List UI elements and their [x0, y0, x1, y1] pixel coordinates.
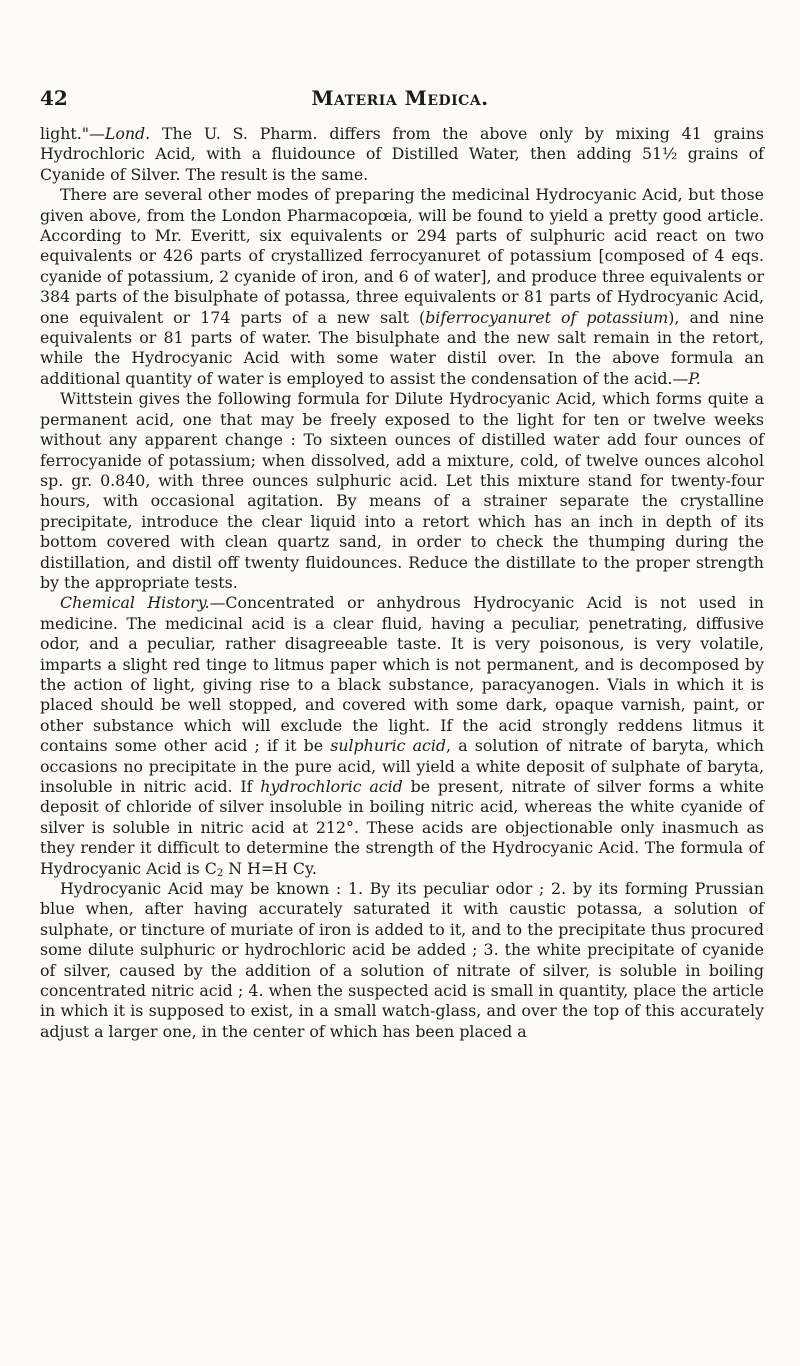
paragraph-text: N H=H Cy.	[223, 858, 317, 878]
paragraph-text: Hydrocyanic Acid may be known : 1. By its peculiar odor ; 2. by its forming Prussian blue when, after having accurately saturated it with caustic potassa, a solution of sulphate, or tincture of muriate of iron is added to it, and to the precipitate thus procured some dilute sulphuric or hydrochloric acid be added ; 3. the white precipitate of cyanide of silver, caused by the addition of a solution of nitrate of silver, is soluble in boiling concentrated nitric acid ; 4. when the suspected acid is small in quantity, place the article in which it is supposed to exist, in a small watch-glass, and over the top of this accurately adjust a larger one, in the center of which has been placed a	[40, 879, 764, 1041]
paragraph-continued	[40, 124, 764, 185]
paragraph-text: light."—	[40, 124, 105, 143]
paragraph-chemical-history	[40, 593, 764, 879]
paragraph-text: —Concentrated or anhydrous Hydrocyanic Acid is not used in medicine. The medicinal acid is a clear fluid, having a peculiar, penetrating, diffusive odor, and a peculiar, rather disagreeable taste. It is very poisonous, is very volatile, imparts a slight red tinge to litmus paper which is not permanent, and is decomposed by the action of light, giving rise to a black substance, paracyanogen. Vials in which it is placed should be well stopped, and covered with some dark, opaque varnish, paint, or other substance which will exclude the light. If the acid strongly reddens litmus it contains some other acid ; if it be	[40, 593, 764, 756]
source-reference: Lond.	[104, 124, 151, 143]
source-reference: P.	[688, 368, 701, 388]
paragraph-text: , a solution of nitrate of baryta, which occasions no precipitate in the pure acid, will yield a white deposit of sulphate of baryta, insoluble in nitric acid. If	[40, 736, 764, 796]
italic-term: sulphuric acid	[330, 736, 447, 756]
paragraph-wittstein-formula	[40, 389, 764, 593]
italic-term: hydrochloric acid	[260, 777, 403, 796]
paragraph-text: be present, nitrate of silver forms a white deposit of chloride of silver insoluble in boiling nitric acid, whereas the white cyanide of silver is soluble in nitric acid at 212°. These acids are objectionable only inasmuch as they render it difficult to determine the strength of the Hydrocyanic Acid. The formula of Hydrocyanic Acid is C	[40, 777, 764, 878]
paragraph-preparation-modes	[40, 185, 764, 389]
paragraph-text: ), and nine equivalents or 81 parts of water. The bisulphate and the new salt remain in the retort, while the Hydrocyanic Acid with some water distil over. In the above formula an additional quantity of water is employed to assist the condensation of the acid.—	[40, 307, 764, 388]
body-text	[40, 124, 764, 1042]
paragraph-text: The U. S. Pharm. differs from the above only by mixing 41 grains Hydrochloric Acid, with a fluidounce of Distilled Water, then adding 51½ grains of Cyanide of Silver. The result is the same.	[40, 124, 764, 184]
page-number: 42	[40, 86, 68, 110]
paragraph-identification-tests	[40, 879, 764, 1042]
formula-subscript: 2	[216, 867, 224, 879]
italic-term: biferrocyanuret of potassium	[425, 307, 669, 327]
paragraph-text: There are several other modes of preparing the medicinal Hydrocyanic Acid, but those given above, from the London Pharmacopœia, will be found to yield a pretty good article. According to Mr. Everitt, six equivalents or 294 parts of sulphuric acid react on two equivalents or 426 parts of crystallized ferrocyanuret of potassium [composed of 4 eqs. cyanide of potassium, 2 cyanide of iron, and 6 of water], and produce three equivalents or 384 parts of the bisulphate of potassa, three equivalents or 81 parts of Hydrocyanic Acid, one equivalent or 174 parts of a new salt (	[40, 185, 764, 327]
running-title: Materia Medica.	[311, 86, 489, 110]
running-head	[40, 86, 760, 112]
paragraph-text: Wittstein gives the following formula for Dilute Hydrocyanic Acid, which forms quite a permanent acid, one that may be freely exposed to the light for ten or twelve weeks without any apparent change : To sixteen ounces of distilled water add four ounces of ferrocyanide of potassium; when dissolved, add a mixture, cold, of twelve ounces alcohol sp. gr. 0.840, with three ounces sulphuric acid. Let this mixture stand for twenty-four hours, with occasional agitation. By means of a strainer separate the crystalline precipitate, introduce the clear liquid into a retort which has an inch in depth of its bottom covered with clean quartz sand, in order to check the thumping during the distillation, and distil off twenty fluidounces. Reduce the distillate to the proper strength by the appropriate tests.	[40, 389, 764, 592]
section-heading: Chemical History.	[60, 593, 210, 613]
